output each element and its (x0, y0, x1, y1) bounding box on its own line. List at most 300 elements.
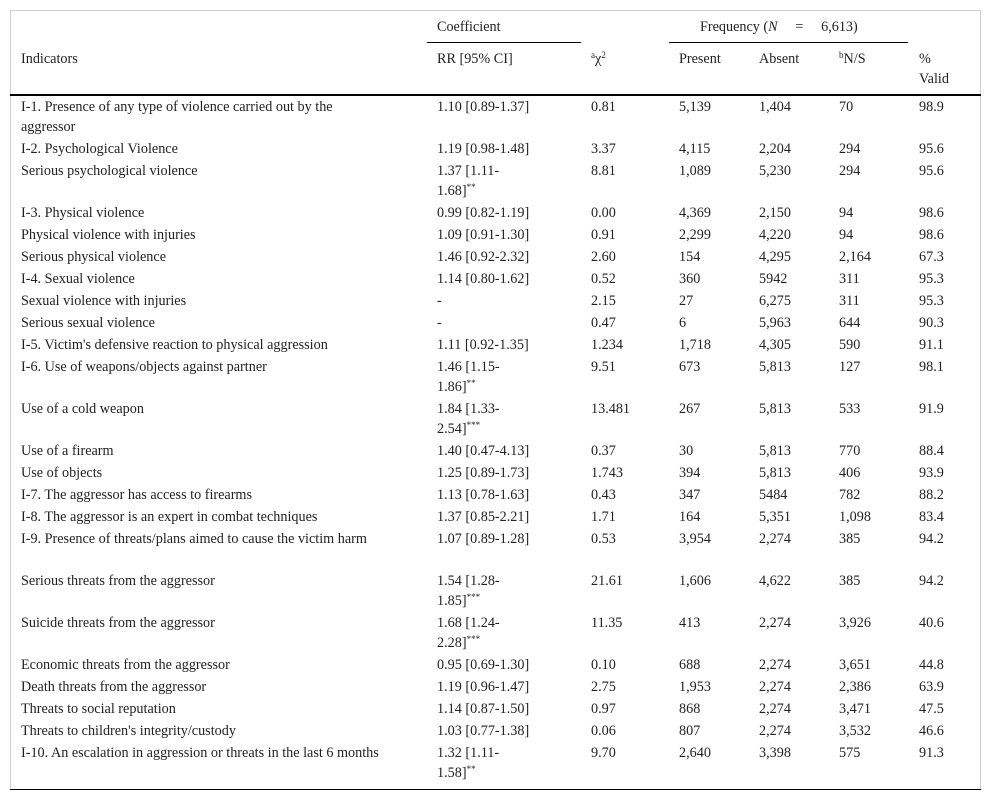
indicator-cell-text: I-2. Psychological Violence (21, 141, 178, 157)
ns-cell-text: 3,926 (839, 615, 871, 631)
valid-cell (919, 357, 974, 377)
ns-cell (839, 161, 909, 181)
chi2-cell (591, 655, 661, 675)
absent-cell (759, 529, 829, 549)
ns-cell (839, 677, 909, 697)
rr-cell (437, 441, 537, 461)
chi2-cell (591, 139, 661, 159)
rr-cell (437, 291, 537, 311)
rr-cell-text: - (437, 293, 442, 309)
rr-cell-text: 1.68 [1.24-2.28] (437, 615, 500, 651)
header-frequency-rule (669, 42, 908, 43)
chi2-cell-text: 1.743 (591, 465, 623, 481)
chi2-cell (591, 269, 661, 289)
chi2-cell (591, 529, 661, 549)
ns-cell-text: 294 (839, 141, 861, 157)
ns-cell (839, 655, 909, 675)
indicator-cell-text: Use of a cold weapon (21, 401, 144, 417)
present-cell-text: 3,954 (679, 531, 711, 547)
present-cell-text: 154 (679, 249, 701, 265)
present-cell-text: 394 (679, 465, 701, 481)
absent-cell-text: 4,295 (759, 249, 791, 265)
absent-cell-text: 5942 (759, 271, 788, 287)
present-cell (679, 357, 749, 377)
header-frequency (700, 17, 858, 37)
valid-cell (919, 97, 974, 117)
rr-cell-text: 1.46 [0.92-2.32] (437, 249, 530, 265)
indicator-cell (21, 699, 381, 719)
present-cell-text: 267 (679, 401, 701, 417)
rr-cell-text: 1.03 [0.77-1.38] (437, 723, 530, 739)
indicator-cell (21, 313, 381, 333)
rr-cell-text: 1.32 [1.11-1.58] (437, 745, 500, 781)
present-cell (679, 225, 749, 245)
indicator-cell (21, 291, 381, 311)
present-cell (679, 655, 749, 675)
rr-cell-text: 1.19 [0.98-1.48] (437, 141, 530, 157)
rr-cell (437, 203, 537, 223)
rr-cell (437, 225, 537, 245)
chi2-cell (591, 225, 661, 245)
absent-cell (759, 743, 829, 763)
chi2-cell-text: 0.47 (591, 315, 616, 331)
ns-cell-text: 385 (839, 573, 861, 589)
chi2-cell (591, 571, 661, 591)
indicator-cell (21, 247, 381, 267)
ns-cell (839, 247, 909, 267)
valid-cell-text: 95.3 (919, 293, 944, 309)
indicator-cell-text: I-7. The aggressor has access to firearms (21, 487, 252, 503)
present-cell-text: 2,299 (679, 227, 711, 243)
valid-cell (919, 225, 974, 245)
indicator-cell (21, 529, 381, 549)
chi2-cell (591, 161, 661, 181)
ns-cell-text: 2,164 (839, 249, 871, 265)
ns-cell (839, 699, 909, 719)
present-cell (679, 463, 749, 483)
ns-cell-text: 385 (839, 531, 861, 547)
chi2-cell-text: 21.61 (591, 573, 623, 589)
indicator-cell (21, 161, 381, 181)
chi2-cell-text: 0.00 (591, 205, 616, 221)
rr-cell (437, 743, 537, 783)
indicator-cell-text: I-5. Victim's defensive reaction to physical aggression (21, 337, 328, 353)
rr-cell-text: 0.99 [0.82-1.19] (437, 205, 530, 221)
indicator-cell-text: Serious psychological violence (21, 163, 198, 179)
header-bottom-rule (10, 94, 981, 96)
indicator-cell-text: I-8. The aggressor is an expert in combat techniques (21, 509, 318, 525)
chi2-cell-text: 0.91 (591, 227, 616, 243)
present-cell (679, 613, 749, 633)
present-cell (679, 247, 749, 267)
absent-cell-text: 5,230 (759, 163, 791, 179)
valid-cell-text: 94.2 (919, 531, 944, 547)
ns-cell-text: 311 (839, 271, 860, 287)
ns-cell (839, 441, 909, 461)
indicator-cell (21, 335, 381, 355)
valid-cell (919, 441, 974, 461)
valid-cell (919, 247, 974, 267)
valid-cell-text: 98.6 (919, 205, 944, 221)
indicator-cell (21, 571, 381, 591)
indicator-cell (21, 139, 381, 159)
present-cell (679, 441, 749, 461)
valid-cell (919, 269, 974, 289)
rr-cell-text: 1.46 [1.15-1.86] (437, 359, 500, 395)
rr-cell (437, 699, 537, 719)
ns-cell (839, 485, 909, 505)
present-cell (679, 529, 749, 549)
chi2-cell-text: 2.15 (591, 293, 616, 309)
absent-cell-text: 3,398 (759, 745, 791, 761)
absent-cell-text: 5,813 (759, 443, 791, 459)
indicator-cell-text: I-9. Presence of threats/plans aimed to cause the victim harm (21, 531, 367, 547)
indicator-cell-text: Death threats from the aggressor (21, 679, 207, 695)
ns-cell (839, 313, 909, 333)
present-cell (679, 161, 749, 181)
rr-cell-text: 1.14 [0.87-1.50] (437, 701, 530, 717)
rr-cell-text: 1.54 [1.28-1.85] (437, 573, 500, 609)
ns-cell-text: 94 (839, 205, 854, 221)
chi2-cell-text: 0.06 (591, 723, 616, 739)
ns-cell-text: 294 (839, 163, 861, 179)
chi-exponent: 2 (601, 50, 606, 60)
ns-cell (839, 721, 909, 741)
absent-cell-text: 4,622 (759, 573, 791, 589)
present-cell-text: 6 (679, 315, 687, 331)
absent-cell (759, 291, 829, 311)
chi2-cell-text: 3.37 (591, 141, 616, 157)
valid-cell-text: 40.6 (919, 615, 944, 631)
chi2-cell-text: 8.81 (591, 163, 616, 179)
indicator-cell (21, 225, 381, 245)
rr-cell (437, 139, 537, 159)
indicator-cell-text: I-1. Presence of any type of violence carried out by the aggressor (21, 99, 333, 135)
valid-cell (919, 161, 974, 181)
absent-cell (759, 613, 829, 633)
ns-cell-text: 127 (839, 359, 861, 375)
absent-cell (759, 571, 829, 591)
valid-cell (919, 335, 974, 355)
present-cell (679, 97, 749, 117)
significance-marker: *** (466, 420, 481, 430)
rr-cell (437, 677, 537, 697)
valid-cell (919, 203, 974, 223)
indicator-cell-text: I-10. An escalation in aggression or threats in the last 6 months (21, 745, 379, 761)
absent-cell (759, 441, 829, 461)
absent-cell (759, 247, 829, 267)
valid-cell (919, 485, 974, 505)
ns-cell (839, 529, 909, 549)
chi2-cell-text: 0.10 (591, 657, 616, 673)
absent-cell-text: 6,275 (759, 293, 791, 309)
absent-cell-text: 2,274 (759, 531, 791, 547)
rr-cell-text: 1.19 [0.96-1.47] (437, 679, 530, 695)
absent-cell (759, 335, 829, 355)
valid-cell (919, 291, 974, 311)
chi2-cell (591, 357, 661, 377)
ns-cell (839, 743, 909, 763)
present-cell (679, 203, 749, 223)
ns-cell-text: 2,386 (839, 679, 871, 695)
chi2-cell-text: 0.97 (591, 701, 616, 717)
present-cell-text: 1,606 (679, 573, 711, 589)
header-coefficient: Coefficient (437, 19, 501, 35)
rr-cell (437, 269, 537, 289)
absent-cell-text: 2,274 (759, 701, 791, 717)
indicator-cell-text: Suicide threats from the aggressor (21, 615, 215, 631)
rr-cell (437, 247, 537, 267)
ns-cell-text: 533 (839, 401, 861, 417)
rr-cell (437, 97, 537, 117)
absent-cell (759, 721, 829, 741)
indicator-cell-text: Use of objects (21, 465, 103, 481)
valid-cell-text: 95.6 (919, 163, 944, 179)
present-cell (679, 335, 749, 355)
rr-cell (437, 463, 537, 483)
valid-cell-text: 98.1 (919, 359, 944, 375)
present-cell (679, 269, 749, 289)
chi2-cell-text: 0.43 (591, 487, 616, 503)
ns-cell-text: 406 (839, 465, 861, 481)
ns-label: N/S (843, 51, 866, 67)
chi2-cell (591, 613, 661, 633)
ns-cell (839, 269, 909, 289)
valid-cell-text: 98.9 (919, 99, 944, 115)
indicator-cell-text: Physical violence with injuries (21, 227, 196, 243)
rr-cell (437, 613, 537, 653)
rr-cell (437, 655, 537, 675)
present-cell (679, 571, 749, 591)
present-cell-text: 347 (679, 487, 701, 503)
header-ns (839, 49, 866, 69)
present-cell (679, 699, 749, 719)
valid-cell-text: 95.3 (919, 271, 944, 287)
absent-cell (759, 463, 829, 483)
ns-cell (839, 399, 909, 419)
chi-prefix: a (591, 50, 595, 60)
valid-cell-text: 44.8 (919, 657, 944, 673)
rr-cell (437, 507, 537, 527)
rr-cell-text: - (437, 315, 442, 331)
chi2-cell-text: 2.75 (591, 679, 616, 695)
chi2-cell (591, 507, 661, 527)
indicator-cell (21, 721, 381, 741)
ns-cell-text: 590 (839, 337, 861, 353)
ns-cell (839, 291, 909, 311)
valid-cell-text: 88.2 (919, 487, 944, 503)
header-rr: RR [95% CI] (437, 51, 513, 67)
valid-cell (919, 313, 974, 333)
present-cell-text: 164 (679, 509, 701, 525)
chi2-cell (591, 97, 661, 117)
rr-cell (437, 571, 537, 611)
present-cell-text: 27 (679, 293, 694, 309)
absent-cell-text: 5,813 (759, 401, 791, 417)
significance-marker: *** (466, 592, 481, 602)
chi2-cell-text: 0.37 (591, 443, 616, 459)
indicator-cell (21, 463, 381, 483)
indicator-cell-text: Use of a firearm (21, 443, 114, 459)
chi2-cell (591, 247, 661, 267)
chi2-cell (591, 313, 661, 333)
indicator-cell (21, 743, 381, 763)
rr-cell-text: 1.14 [0.80-1.62] (437, 271, 530, 287)
absent-cell-text: 1,404 (759, 99, 791, 115)
significance-marker: ** (466, 182, 476, 192)
ns-cell (839, 97, 909, 117)
indicator-cell-text: Threats to children's integrity/custody (21, 723, 236, 739)
valid-pct: % (919, 51, 931, 67)
rr-cell-text: 1.07 [0.89-1.28] (437, 531, 530, 547)
valid-cell-text: 95.6 (919, 141, 944, 157)
valid-cell-text: 91.3 (919, 745, 944, 761)
chi-symbol: χ (595, 51, 602, 67)
ns-prefix: b (839, 50, 844, 60)
absent-cell-text: 4,220 (759, 227, 791, 243)
absent-cell (759, 139, 829, 159)
indicator-cell-text: Serious sexual violence (21, 315, 155, 331)
absent-cell (759, 203, 829, 223)
table-bottom-rule (10, 789, 981, 790)
valid-cell-text: 67.3 (919, 249, 944, 265)
ns-cell-text: 1,098 (839, 509, 871, 525)
indicator-cell (21, 507, 381, 527)
rr-cell (437, 485, 537, 505)
present-cell-text: 5,139 (679, 99, 711, 115)
valid-cell (919, 699, 974, 719)
present-cell-text: 688 (679, 657, 701, 673)
absent-cell (759, 357, 829, 377)
valid-cell-text: 88.4 (919, 443, 944, 459)
present-cell-text: 413 (679, 615, 701, 631)
rr-cell-text: 1.09 [0.91-1.30] (437, 227, 530, 243)
ns-cell-text: 770 (839, 443, 861, 459)
ns-cell (839, 357, 909, 377)
indicator-cell (21, 357, 381, 377)
present-cell-text: 868 (679, 701, 701, 717)
indicator-cell (21, 203, 381, 223)
absent-cell-text: 5,351 (759, 509, 791, 525)
valid-cell-text: 63.9 (919, 679, 944, 695)
absent-cell (759, 677, 829, 697)
header-indicators: Indicators (21, 51, 78, 67)
present-cell (679, 485, 749, 505)
chi2-cell (591, 463, 661, 483)
valid-cell (919, 721, 974, 741)
absent-cell (759, 399, 829, 419)
absent-cell-text: 4,305 (759, 337, 791, 353)
present-cell-text: 2,640 (679, 745, 711, 761)
absent-cell-text: 5,813 (759, 465, 791, 481)
ns-cell-text: 575 (839, 745, 861, 761)
rr-cell (437, 357, 537, 397)
indicator-cell (21, 677, 381, 697)
chi2-cell (591, 399, 661, 419)
absent-cell-text: 2,274 (759, 615, 791, 631)
chi2-cell (591, 441, 661, 461)
ns-cell-text: 644 (839, 315, 861, 331)
indicator-cell (21, 97, 381, 137)
valid-cell (919, 529, 974, 549)
valid-cell-text: 83.4 (919, 509, 944, 525)
chi2-cell (591, 677, 661, 697)
absent-cell-text: 5,963 (759, 315, 791, 331)
valid-cell (919, 507, 974, 527)
ns-cell (839, 139, 909, 159)
valid-cell (919, 139, 974, 159)
valid-cell (919, 571, 974, 591)
present-cell (679, 291, 749, 311)
rr-cell-text: 0.95 [0.69-1.30] (437, 657, 530, 673)
absent-cell-text: 2,274 (759, 723, 791, 739)
present-cell (679, 139, 749, 159)
absent-cell (759, 313, 829, 333)
valid-cell-text: 98.6 (919, 227, 944, 243)
absent-cell (759, 507, 829, 527)
rr-cell (437, 313, 537, 333)
header-valid (919, 49, 949, 89)
header-absent: Absent (759, 51, 800, 67)
valid-word: Valid (919, 71, 949, 87)
valid-cell-text: 46.6 (919, 723, 944, 739)
ns-cell (839, 203, 909, 223)
valid-cell (919, 613, 974, 633)
chi2-cell-text: 0.53 (591, 531, 616, 547)
absent-cell (759, 485, 829, 505)
chi2-cell (591, 743, 661, 763)
valid-cell-text: 91.1 (919, 337, 944, 353)
present-cell-text: 360 (679, 271, 701, 287)
ns-cell (839, 463, 909, 483)
absent-cell (759, 97, 829, 117)
valid-cell (919, 399, 974, 419)
chi2-cell-text: 11.35 (591, 615, 623, 631)
chi2-cell (591, 203, 661, 223)
rr-cell-text: 1.11 [0.92-1.35] (437, 337, 529, 353)
rr-cell-text: 1.10 [0.89-1.37] (437, 99, 530, 115)
header-frequency-label: Frequency (N = 6,613) (700, 19, 858, 35)
ns-cell-text: 782 (839, 487, 861, 503)
valid-cell-text: 47.5 (919, 701, 944, 717)
chi2-cell-text: 1.234 (591, 337, 623, 353)
present-cell-text: 1,953 (679, 679, 711, 695)
absent-cell (759, 225, 829, 245)
present-cell-text: 4,115 (679, 141, 711, 157)
ns-cell-text: 311 (839, 293, 860, 309)
ns-cell (839, 613, 909, 633)
chi2-cell-text: 9.70 (591, 745, 616, 761)
rr-cell (437, 529, 537, 549)
indicator-cell-text: I-4. Sexual violence (21, 271, 135, 287)
chi2-cell-text: 0.52 (591, 271, 616, 287)
present-cell (679, 399, 749, 419)
indicator-cell (21, 441, 381, 461)
valid-cell (919, 655, 974, 675)
valid-cell (919, 743, 974, 763)
present-cell (679, 507, 749, 527)
header-coefficient-rule (427, 42, 581, 43)
ns-cell (839, 335, 909, 355)
indicator-cell-text: Sexual violence with injuries (21, 293, 187, 309)
chi2-cell (591, 291, 661, 311)
valid-cell-text: 90.3 (919, 315, 944, 331)
ns-cell-text: 70 (839, 99, 854, 115)
indicator-cell-text: Serious threats from the aggressor (21, 573, 215, 589)
rr-cell-text: 1.25 [0.89-1.73] (437, 465, 530, 481)
rr-cell-text: 1.37 [0.85-2.21] (437, 509, 530, 525)
absent-cell (759, 655, 829, 675)
